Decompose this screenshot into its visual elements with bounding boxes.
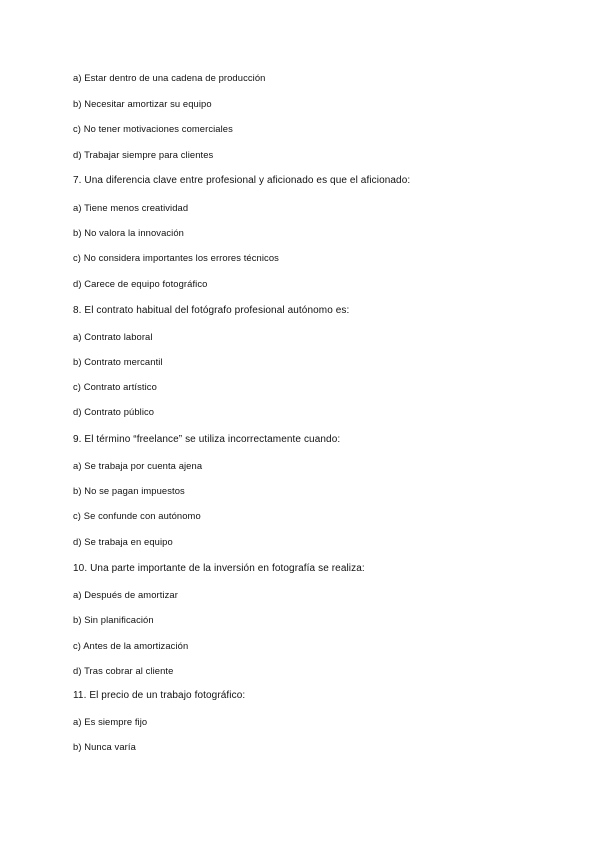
option-line: c) Antes de la amortización [73,640,189,651]
option-line: a) Después de amortizar [73,589,178,600]
option-line: a) Tiene menos creatividad [73,202,189,213]
option-line: d) Se trabaja en equipo [73,536,173,547]
option-line: d) Contrato público [73,406,155,417]
question-line: 7. Una diferencia clave entre profesional y aficionado es que el aficionado: [73,175,411,186]
option-line: d) Trabajar siempre para clientes [73,149,214,160]
option-line: d) Tras cobrar al cliente [73,665,174,676]
option-line: c) Se confunde con autónomo [73,510,201,521]
option-line: a) Contrato laboral [73,331,153,342]
question-line: 9. El término “freelance” se utiliza incorrectamente cuando: [73,434,341,445]
option-line: b) Sin planificación [73,614,154,625]
option-line: a) Se trabaja por cuenta ajena [73,460,203,471]
question-line: 11. El precio de un trabajo fotográfico: [73,690,246,701]
option-line: c) No considera importantes los errores técnicos [73,252,279,263]
option-line: b) Necesitar amortizar su equipo [73,98,212,109]
question-line: 10. Una parte importante de la inversión en fotografía se realiza: [73,563,365,574]
question-line: 8. El contrato habitual del fotógrafo profesional autónomo es: [73,305,350,316]
option-line: b) No valora la innovación [73,227,184,238]
option-line: a) Estar dentro de una cadena de producción [73,72,266,83]
option-line: c) No tener motivaciones comerciales [73,123,233,134]
option-line: b) No se pagan impuestos [73,485,185,496]
option-line: d) Carece de equipo fotográfico [73,278,208,289]
option-line: c) Contrato artístico [73,381,157,392]
option-line: b) Contrato mercantil [73,356,163,367]
option-line: b) Nunca varía [73,741,136,752]
option-line: a) Es siempre fijo [73,716,148,727]
